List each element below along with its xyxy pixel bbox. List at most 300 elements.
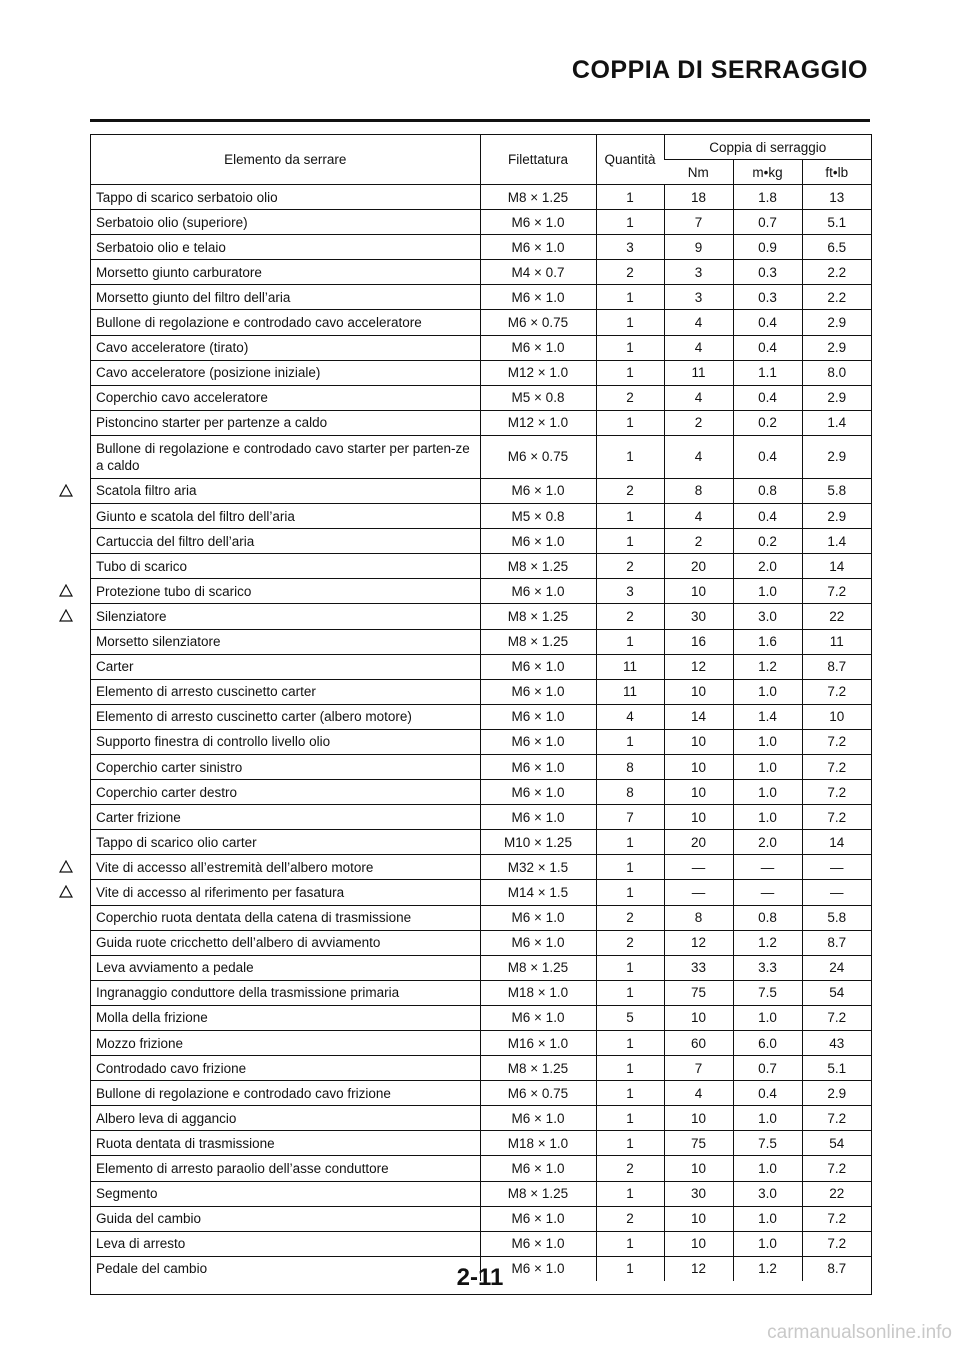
- cell-mkg: 1.0: [733, 1106, 802, 1131]
- cell-element: [91, 805, 480, 830]
- cell-ftlb: 6.5: [802, 235, 871, 260]
- cell-ftlb: 8.7: [802, 930, 871, 955]
- cell-thread: M6 × 1.0: [480, 478, 596, 503]
- cell-quantity: 1: [596, 185, 664, 210]
- table-row: [91, 554, 871, 579]
- cell-nm: 11: [664, 360, 733, 385]
- cell-thread: M5 × 0.8: [480, 385, 596, 410]
- cell-ftlb: 8.0: [802, 360, 871, 385]
- cell-ftlb: 8.7: [802, 654, 871, 679]
- cell-mkg: 1.0: [733, 780, 802, 805]
- cell-nm: 3: [664, 285, 733, 310]
- element-label: Cartuccia del filtro dell’aria: [96, 533, 255, 549]
- cell-mkg: 3.0: [733, 1181, 802, 1206]
- cell-nm: 20: [664, 830, 733, 855]
- cell-nm: 4: [664, 335, 733, 360]
- cell-quantity: 2: [596, 930, 664, 955]
- cell-mkg: 0.4: [733, 385, 802, 410]
- table-row: [91, 1156, 871, 1181]
- warning-triangle-icon: [59, 609, 73, 622]
- cell-mkg: 0.8: [733, 905, 802, 930]
- cell-thread: M6 × 1.0: [480, 780, 596, 805]
- cell-quantity: 11: [596, 654, 664, 679]
- cell-nm: 16: [664, 629, 733, 654]
- cell-ftlb: 2.9: [802, 335, 871, 360]
- cell-mkg: —: [733, 855, 802, 880]
- cell-quantity: 1: [596, 335, 664, 360]
- cell-element: [91, 285, 480, 310]
- cell-element: [91, 830, 480, 855]
- cell-ftlb: 7.2: [802, 729, 871, 754]
- table-row: [91, 704, 871, 729]
- cell-ftlb: 7.2: [802, 1231, 871, 1256]
- table-row: [91, 880, 871, 905]
- cell-nm: 7: [664, 1056, 733, 1081]
- cell-element: [91, 1206, 480, 1231]
- cell-nm: 8: [664, 478, 733, 503]
- header-mkg: m•kg: [733, 160, 802, 185]
- cell-mkg: —: [733, 880, 802, 905]
- cell-ftlb: 7.2: [802, 1156, 871, 1181]
- cell-quantity: 1: [596, 629, 664, 654]
- table-row: [91, 930, 871, 955]
- element-label: Pistoncino starter per partenze a caldo: [96, 415, 328, 431]
- torque-table-container: [90, 134, 872, 1295]
- cell-mkg: 0.8: [733, 478, 802, 503]
- cell-element: [91, 1156, 480, 1181]
- element-label: Ruota dentata di trasmissione: [96, 1135, 275, 1151]
- element-label: Guida del cambio: [96, 1211, 202, 1227]
- cell-quantity: 2: [596, 905, 664, 930]
- cell-element: [91, 1031, 480, 1056]
- cell-nm: 30: [664, 1181, 733, 1206]
- cell-nm: 10: [664, 679, 733, 704]
- cell-thread: M6 × 0.75: [480, 1081, 596, 1106]
- cell-element: [91, 930, 480, 955]
- cell-thread: M5 × 0.8: [480, 504, 596, 529]
- cell-nm: 10: [664, 1206, 733, 1231]
- cell-quantity: 5: [596, 1005, 664, 1030]
- cell-element: [91, 1081, 480, 1106]
- element-label: Elemento di arresto cuscinetto carter: [96, 684, 316, 700]
- cell-mkg: 1.0: [733, 1156, 802, 1181]
- page-number: 2-11: [456, 1264, 504, 1291]
- cell-element: [91, 654, 480, 679]
- cell-ftlb: 2.9: [802, 310, 871, 335]
- cell-quantity: 1: [596, 310, 664, 335]
- table-row: [91, 955, 871, 980]
- element-label: Carter frizione: [96, 809, 181, 825]
- cell-ftlb: 7.2: [802, 1206, 871, 1231]
- cell-quantity: 1: [596, 980, 664, 1005]
- cell-quantity: 2: [596, 604, 664, 629]
- cell-nm: 4: [664, 310, 733, 335]
- cell-thread: M6 × 1.0: [480, 704, 596, 729]
- cell-thread: M6 × 1.0: [480, 210, 596, 235]
- table-row: [91, 604, 871, 629]
- cell-mkg: 0.9: [733, 235, 802, 260]
- cell-quantity: 1: [596, 880, 664, 905]
- table-row: [91, 579, 871, 604]
- element-label: Bullone di regolazione e controdado cavo acceleratore: [96, 315, 422, 331]
- cell-thread: M6 × 1.0: [480, 579, 596, 604]
- cell-thread: M12 × 1.0: [480, 360, 596, 385]
- table-row: [91, 754, 871, 779]
- cell-mkg: 1.6: [733, 629, 802, 654]
- cell-thread: M6 × 1.0: [480, 1156, 596, 1181]
- cell-mkg: 0.4: [733, 1081, 802, 1106]
- cell-nm: 3: [664, 260, 733, 285]
- element-label: Coperchio carter sinistro: [96, 759, 243, 775]
- table-row: [91, 235, 871, 260]
- cell-quantity: 3: [596, 579, 664, 604]
- cell-quantity: 8: [596, 780, 664, 805]
- element-label: Coperchio ruota dentata della catena di trasmissione: [96, 910, 412, 926]
- cell-ftlb: 14: [802, 554, 871, 579]
- cell-quantity: 3: [596, 235, 664, 260]
- table-row: [91, 780, 871, 805]
- cell-ftlb: 5.1: [802, 1056, 871, 1081]
- cell-mkg: 1.2: [733, 654, 802, 679]
- cell-ftlb: 5.1: [802, 210, 871, 235]
- cell-quantity: 1: [596, 830, 664, 855]
- cell-element: [91, 435, 480, 478]
- table-row: [91, 629, 871, 654]
- cell-mkg: 0.3: [733, 260, 802, 285]
- cell-thread: M18 × 1.0: [480, 980, 596, 1005]
- table-row: [91, 1231, 871, 1256]
- warning-triangle-icon: [59, 584, 73, 597]
- element-label: Bullone di regolazione e controdado cavo starter per parten-ze a caldo: [96, 440, 470, 473]
- cell-nm: 10: [664, 579, 733, 604]
- cell-quantity: 2: [596, 260, 664, 285]
- element-label: Morsetto giunto carburatore: [96, 264, 262, 280]
- cell-nm: 10: [664, 1156, 733, 1181]
- cell-nm: 10: [664, 754, 733, 779]
- element-label: Cavo acceleratore (tirato): [96, 340, 249, 356]
- cell-thread: M6 × 1.0: [480, 1005, 596, 1030]
- cell-ftlb: 54: [802, 1131, 871, 1156]
- cell-mkg: 0.4: [733, 504, 802, 529]
- element-label: Mozzo frizione: [96, 1035, 184, 1051]
- cell-thread: M10 × 1.25: [480, 830, 596, 855]
- element-label: Tappo di scarico serbatoio olio: [96, 189, 278, 205]
- cell-ftlb: 1.4: [802, 410, 871, 435]
- cell-mkg: 1.0: [733, 679, 802, 704]
- cell-thread: M8 × 1.25: [480, 955, 596, 980]
- cell-ftlb: 14: [802, 830, 871, 855]
- cell-element: [91, 385, 480, 410]
- element-label: Bullone di regolazione e controdado cavo frizione: [96, 1085, 391, 1101]
- cell-thread: M6 × 1.0: [480, 905, 596, 930]
- cell-thread: M32 × 1.5: [480, 855, 596, 880]
- cell-mkg: 3.3: [733, 955, 802, 980]
- element-label: Protezione tubo di scarico: [96, 583, 252, 599]
- cell-thread: M4 × 0.7: [480, 260, 596, 285]
- cell-thread: M6 × 1.0: [480, 1206, 596, 1231]
- cell-mkg: 1.0: [733, 754, 802, 779]
- table-row: [91, 729, 871, 754]
- cell-thread: M6 × 1.0: [480, 529, 596, 554]
- cell-quantity: 1: [596, 210, 664, 235]
- cell-quantity: 2: [596, 1206, 664, 1231]
- element-label: Elemento di arresto cuscinetto carter (albero motore): [96, 709, 412, 725]
- cell-quantity: 11: [596, 679, 664, 704]
- cell-mkg: 7.5: [733, 980, 802, 1005]
- cell-thread: M8 × 1.25: [480, 1181, 596, 1206]
- element-label: Tubo di scarico: [96, 558, 188, 574]
- element-label: Albero leva di aggancio: [96, 1110, 237, 1126]
- cell-mkg: 1.0: [733, 729, 802, 754]
- cell-thread: M8 × 1.25: [480, 185, 596, 210]
- cell-ftlb: —: [802, 880, 871, 905]
- cell-mkg: 0.2: [733, 529, 802, 554]
- element-label: Coperchio carter destro: [96, 784, 238, 800]
- cell-nm: 4: [664, 385, 733, 410]
- cell-ftlb: 54: [802, 980, 871, 1005]
- cell-ftlb: 2.9: [802, 504, 871, 529]
- cell-ftlb: 43: [802, 1031, 871, 1056]
- cell-element: [91, 905, 480, 930]
- table-row: [91, 260, 871, 285]
- cell-mkg: 1.2: [733, 930, 802, 955]
- element-label: Guida ruote cricchetto dell’albero di avviamento: [96, 935, 381, 951]
- cell-thread: M6 × 1.0: [480, 754, 596, 779]
- cell-quantity: 2: [596, 554, 664, 579]
- cell-thread: M16 × 1.0: [480, 1031, 596, 1056]
- cell-ftlb: 7.2: [802, 579, 871, 604]
- element-label: Serbatoio olio (superiore): [96, 214, 248, 230]
- cell-mkg: 1.0: [733, 1005, 802, 1030]
- element-label: Leva avviamento a pedale: [96, 960, 254, 976]
- table-row: [91, 210, 871, 235]
- cell-ftlb: 2.2: [802, 285, 871, 310]
- cell-quantity: 2: [596, 478, 664, 503]
- cell-ftlb: 1.4: [802, 529, 871, 554]
- cell-element: [91, 729, 480, 754]
- table-row: [91, 1056, 871, 1081]
- element-label: Controdado cavo frizione: [96, 1060, 247, 1076]
- cell-element: [91, 579, 480, 604]
- table-row: [91, 980, 871, 1005]
- cell-mkg: 1.2: [733, 1256, 802, 1281]
- cell-quantity: 1: [596, 435, 664, 478]
- cell-mkg: 0.4: [733, 310, 802, 335]
- cell-nm: 12: [664, 930, 733, 955]
- cell-ftlb: 5.8: [802, 905, 871, 930]
- cell-ftlb: 7.2: [802, 780, 871, 805]
- cell-mkg: 6.0: [733, 1031, 802, 1056]
- cell-ftlb: 2.2: [802, 260, 871, 285]
- cell-nm: 4: [664, 1081, 733, 1106]
- cell-thread: M8 × 1.25: [480, 1056, 596, 1081]
- cell-nm: 33: [664, 955, 733, 980]
- cell-quantity: 7: [596, 805, 664, 830]
- element-label: Vite di accesso all’estremità dell’albero motore: [96, 859, 374, 875]
- cell-quantity: 1: [596, 1081, 664, 1106]
- cell-nm: 4: [664, 435, 733, 478]
- element-label: Tappo di scarico olio carter: [96, 834, 257, 850]
- table-row: [91, 529, 871, 554]
- cell-element: [91, 704, 480, 729]
- cell-element: [91, 554, 480, 579]
- cell-thread: M6 × 0.75: [480, 435, 596, 478]
- table-row: [91, 830, 871, 855]
- cell-thread: M12 × 1.0: [480, 410, 596, 435]
- table-row: [91, 679, 871, 704]
- table-row: [91, 1106, 871, 1131]
- cell-element: [91, 679, 480, 704]
- table-row: [91, 654, 871, 679]
- cell-nm: 20: [664, 554, 733, 579]
- cell-nm: 14: [664, 704, 733, 729]
- element-label: Giunto e scatola del filtro dell’aria: [96, 508, 295, 524]
- cell-ftlb: 2.9: [802, 435, 871, 478]
- cell-thread: M6 × 1.0: [480, 654, 596, 679]
- cell-element: [91, 210, 480, 235]
- cell-thread: M6 × 0.75: [480, 310, 596, 335]
- cell-nm: 30: [664, 604, 733, 629]
- cell-thread: M8 × 1.25: [480, 604, 596, 629]
- cell-mkg: 2.0: [733, 554, 802, 579]
- cell-element: [91, 260, 480, 285]
- cell-ftlb: 7.2: [802, 1005, 871, 1030]
- cell-mkg: 0.7: [733, 210, 802, 235]
- cell-thread: M6 × 1.0: [480, 930, 596, 955]
- table-row: [91, 1081, 871, 1106]
- header-element: Elemento da serrare: [91, 135, 480, 185]
- cell-element: [91, 504, 480, 529]
- cell-ftlb: 7.2: [802, 805, 871, 830]
- cell-ftlb: 22: [802, 604, 871, 629]
- torque-table: [91, 135, 871, 1281]
- cell-element: [91, 1005, 480, 1030]
- cell-quantity: 4: [596, 704, 664, 729]
- cell-element: [91, 754, 480, 779]
- cell-thread: M8 × 1.25: [480, 554, 596, 579]
- table-body: [91, 185, 871, 1281]
- cell-mkg: 1.0: [733, 1231, 802, 1256]
- cell-mkg: 0.3: [733, 285, 802, 310]
- cell-quantity: 1: [596, 1231, 664, 1256]
- cell-element: [91, 310, 480, 335]
- cell-thread: M6 × 1.0: [480, 1106, 596, 1131]
- table-row: [91, 1181, 871, 1206]
- cell-quantity: 2: [596, 1156, 664, 1181]
- table-row: [91, 1206, 871, 1231]
- cell-nm: 2: [664, 410, 733, 435]
- cell-element: [91, 360, 480, 385]
- table-row: [91, 1131, 871, 1156]
- cell-quantity: 8: [596, 754, 664, 779]
- cell-ftlb: 24: [802, 955, 871, 980]
- cell-thread: M6 × 1.0: [480, 335, 596, 360]
- cell-mkg: 1.0: [733, 1206, 802, 1231]
- element-label: Ingranaggio conduttore della trasmissione primaria: [96, 985, 400, 1001]
- cell-thread: M6 × 1.0: [480, 805, 596, 830]
- cell-nm: 10: [664, 1106, 733, 1131]
- cell-thread: M6 × 1.0: [480, 1231, 596, 1256]
- cell-thread: M6 × 1.0: [480, 729, 596, 754]
- warning-triangle-icon: [59, 885, 73, 898]
- table-row: [91, 805, 871, 830]
- cell-nm: —: [664, 855, 733, 880]
- element-label: Elemento di arresto paraolio dell’asse conduttore: [96, 1161, 389, 1177]
- cell-element: [91, 1231, 480, 1256]
- cell-mkg: 0.2: [733, 410, 802, 435]
- cell-thread: M8 × 1.25: [480, 629, 596, 654]
- cell-quantity: 1: [596, 855, 664, 880]
- cell-mkg: 3.0: [733, 604, 802, 629]
- element-label: Pedale del cambio: [96, 1261, 208, 1277]
- cell-nm: 10: [664, 729, 733, 754]
- cell-mkg: 0.4: [733, 435, 802, 478]
- cell-element: [91, 604, 480, 629]
- cell-element: [91, 1056, 480, 1081]
- cell-element: [91, 855, 480, 880]
- cell-thread: M18 × 1.0: [480, 1131, 596, 1156]
- cell-quantity: 1: [596, 504, 664, 529]
- cell-quantity: 1: [596, 529, 664, 554]
- table-row: [91, 1005, 871, 1030]
- cell-ftlb: —: [802, 855, 871, 880]
- cell-ftlb: 7.2: [802, 679, 871, 704]
- watermark: carmanualsonline.info: [767, 1322, 952, 1343]
- table-row: [91, 310, 871, 335]
- cell-mkg: 1.0: [733, 805, 802, 830]
- element-label: Scatola filtro aria: [96, 483, 197, 499]
- header-ftlb: ft•lb: [802, 160, 871, 185]
- header-torque-group: Coppia di serraggio: [664, 135, 871, 160]
- cell-element: [91, 335, 480, 360]
- warning-triangle-icon: [59, 484, 73, 497]
- warning-triangle-icon: [59, 860, 73, 873]
- cell-nm: 4: [664, 504, 733, 529]
- cell-mkg: 7.5: [733, 1131, 802, 1156]
- cell-thread: M14 × 1.5: [480, 880, 596, 905]
- cell-quantity: 1: [596, 360, 664, 385]
- cell-nm: 2: [664, 529, 733, 554]
- element-label: Silenziatore: [96, 608, 167, 624]
- cell-element: [91, 780, 480, 805]
- cell-nm: 10: [664, 1231, 733, 1256]
- cell-nm: 60: [664, 1031, 733, 1056]
- cell-element: [91, 980, 480, 1005]
- cell-nm: 12: [664, 654, 733, 679]
- element-label: Segmento: [96, 1186, 158, 1202]
- cell-thread: M6 × 1.0: [480, 285, 596, 310]
- cell-mkg: 0.7: [733, 1056, 802, 1081]
- cell-nm: 8: [664, 905, 733, 930]
- cell-element: [91, 955, 480, 980]
- element-label: Morsetto giunto del filtro dell’aria: [96, 289, 291, 305]
- element-label: Molla della frizione: [96, 1010, 208, 1026]
- header-thread: Filettatura: [480, 135, 596, 185]
- cell-ftlb: 13: [802, 185, 871, 210]
- element-label: Vite di accesso al riferimento per fasatura: [96, 884, 345, 900]
- title-rule: [90, 119, 870, 122]
- cell-quantity: 1: [596, 410, 664, 435]
- cell-nm: 7: [664, 210, 733, 235]
- cell-element: [91, 1131, 480, 1156]
- cell-element: [91, 410, 480, 435]
- cell-ftlb: 7.2: [802, 1106, 871, 1131]
- cell-nm: 9: [664, 235, 733, 260]
- cell-thread: M6 × 1.0: [480, 1256, 596, 1281]
- cell-ftlb: 8.7: [802, 1256, 871, 1281]
- cell-element: [91, 629, 480, 654]
- cell-ftlb: 22: [802, 1181, 871, 1206]
